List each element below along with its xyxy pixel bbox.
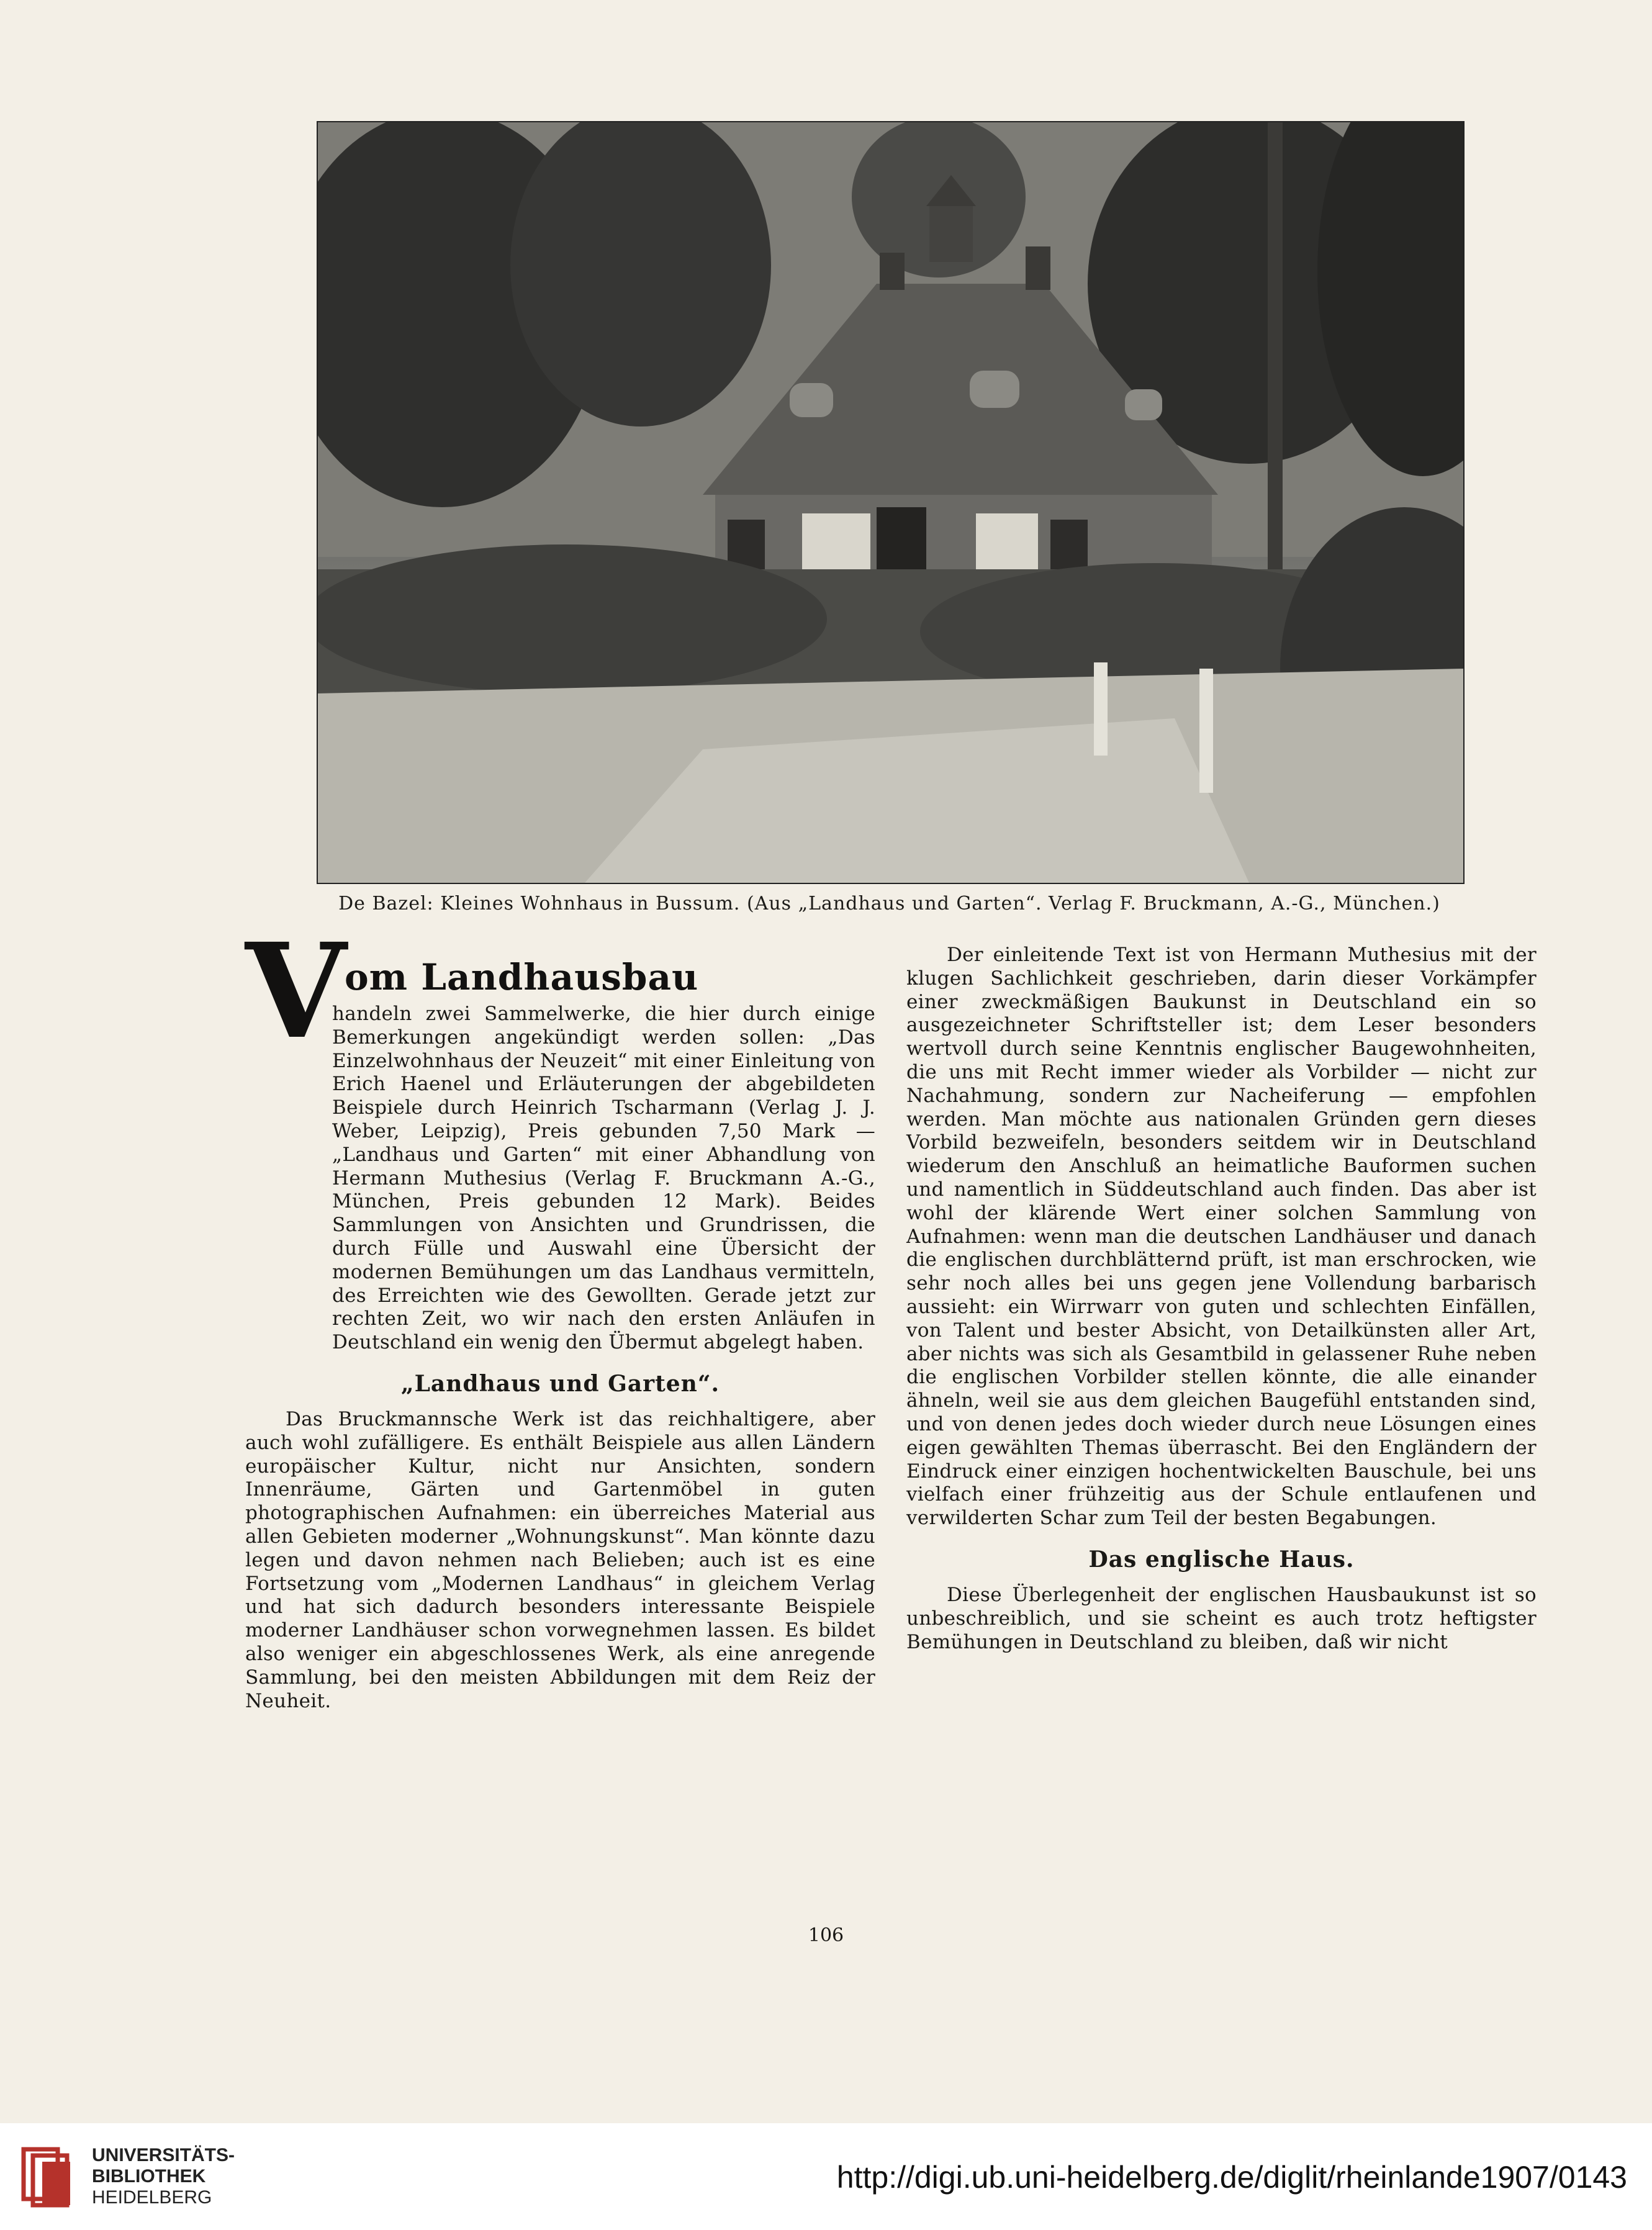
drop-cap: V: [245, 914, 346, 1068]
subheading-das-englische-haus: Das englische Haus.: [1088, 1546, 1355, 1573]
left-column: [245, 914, 875, 1713]
library-name-line-1: UNIVERSITÄTS-: [92, 2145, 235, 2165]
photo-caption: De Bazel: Kleines Wohnhaus in Bussum. (Aus „Landhaus und Garten“. Verlag F. Bruckmann, A.-G., München.): [338, 893, 1440, 914]
article-title: om Landhausbau: [345, 956, 699, 998]
library-logo-icon: [17, 2143, 79, 2211]
source-url-link[interactable]: http://digi.ub.uni-heidelberg.de/diglit/rheinlande1907/0143: [836, 2160, 1627, 2195]
article-heading: [245, 914, 875, 1068]
body-paragraph: Der einleitende Text ist von Hermann Muthesius mit der klugen Sachlichkeit geschrieben, darin dieser Vorkämpfer einer zweckmäßigen Baukunst in Deutschland ein so ausgezeichneter Schriftsteller ist; dem Leser besonders wertvoll durch seine Kenntnis englischer Baugewohnheiten, die uns mit Recht immer wieder als Vorbilder — nicht zur Nachahmung, sondern zur Nacheiferung — empfohlen werden. Man möchte aus nationalen Gründen gern dieses Vorbild bezweifeln, besonders seitdem wir in Deutschland wiederum den Anschluß an heimatliche Bauformen suchen und namentlich in Süddeutschland auch finden. Das aber ist wohl der klärende Wert einer solchen Sammlung von Aufnahmen: wenn man die deutschen Landhäuser und danach die englischen durchblätternd prüft, ist man erschrocken, wie sehr noch alles bei uns gegen jene Vollendung barbarisch aussieht: ein Wirrwarr von guten und schlechten Einfällen, von Talent und bester Absicht, von Detailkünsten aller Art, aber nichts was sich als Gesamtbild in gelassener Ruhe neben die englischen Vorbilder stellen könnte, die alle einander ähneln, weil sie aus dem gleichen Baugefühl entstanden sind, und von denen jedes doch wieder durch neue Lösungen eines eigen gewählten Themas überrascht. Bei den Engländern der Eindruck einer einzigen hochentwickelten Bauschule, bei uns vielfach einer frühzeitig aus der Schule entlaufenen und verwilderten Schar zum Teil der besten Begabungen.: [906, 944, 1537, 1530]
body-paragraph: Das Bruckmannsche Werk ist das reichhaltigere, aber auch wohl zufälligere. Es enthält Beispiele aus allen Ländern europäischer Kultur, nicht nur Ansichten, sondern Innenräume, Gärten und Gartenmöbel in guten photographischen Aufnahmen: ein überreiches Material aus allen Gebieten moderner „Wohnungskunst“. Man könnte dazu legen und davon nehmen nach Belieben; auch ist es eine Fortsetzung vom „Modernen Landhaus“ in gleichem Verlag und hat sich dadurch besonders interessante Beispiele moderner Landhäuser schon vorwegnehmen lassen. Es bildet also weniger ein abgeschlossenes Werk, als eine anregende Sammlung, bei den meisten Abbildungen mit dem Reiz der Neuheit.: [245, 1407, 875, 1712]
subheading-landhaus-und-garten: „Landhaus und Garten“.: [400, 1370, 720, 1397]
right-column: [906, 944, 1537, 1654]
photo-illustration: [318, 122, 1463, 883]
library-name-line-3: HEIDELBERG: [92, 2187, 212, 2208]
intro-paragraph: handeln zwei Sammelwerke, die hier durch einige Bemerkungen angekündigt werden sollen: „Das Einzelwohnhaus der Neuzeit“ mit einer Einleitung von Erich Haenel und Erläuterungen der abgebildeten Beispiele durch Heinrich Tscharmann (Verlag J. J. Weber, Leipzig), Preis gebunden 7,50 Mark — „Landhaus und Garten“ mit einer Abhandlung von Hermann Muthesius (Verlag F. Bruckmann A.-G., München, Preis gebunden 12 Mark). Beides Sammlungen von Ansichten und Grundrissen, die durch Fülle und Auswahl eine Übersicht der modernen Bemühungen um das Landhaus vermitteln, des Erreichten wie des Gewollten. Gerade jetzt zur rechten Zeit, wo wir nach den ersten Anläufen in Deutschland ein wenig den Übermut abgelegt haben.: [332, 1003, 875, 1354]
page-number: 106: [808, 1925, 844, 1946]
library-name-line-2: BIBLIOTHEK: [92, 2166, 206, 2187]
house-photograph: [317, 121, 1465, 884]
library-name: [92, 2145, 235, 2208]
body-paragraph: Diese Überlegenheit der englischen Hausbaukunst ist so unbeschreiblich, und sie scheint es auch trotz heftigster Bemühungen in Deutschland zu bleiben, daß wir nicht: [906, 1583, 1537, 1653]
